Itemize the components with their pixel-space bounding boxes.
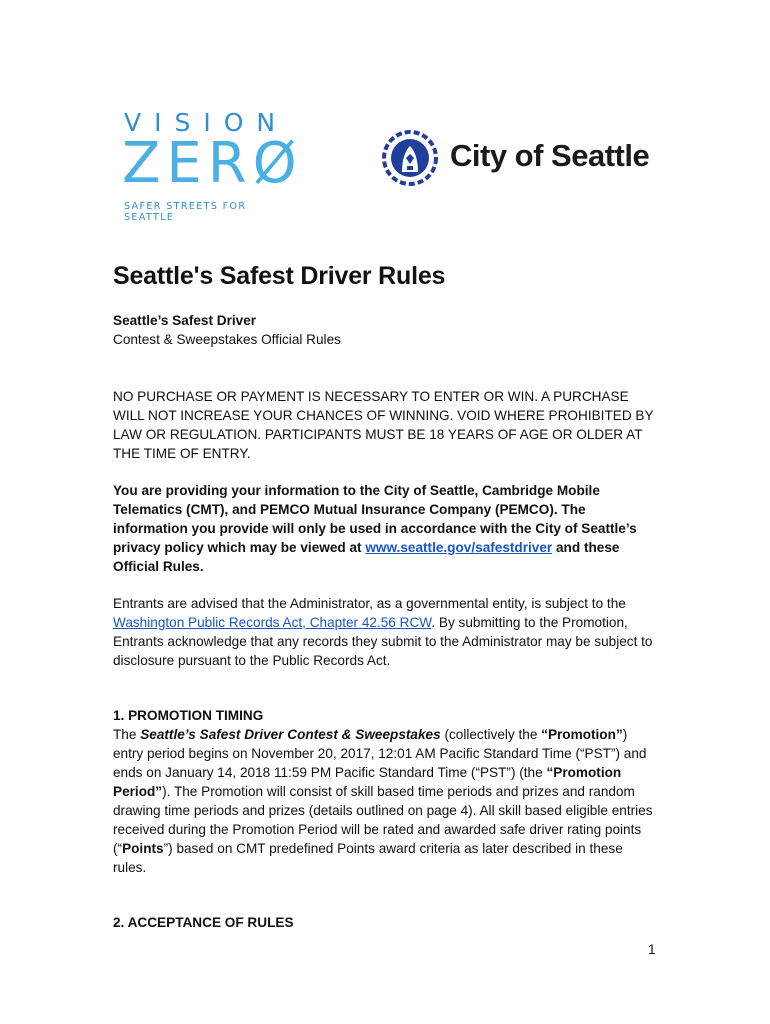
subtitle-bold: Seattle’s Safest Driver <box>113 313 257 328</box>
section-1-text: ). The Promotion will consist of skill based time periods and prizes and random drawing time periods and prizes (details outlined on page 4). All skill based eligible entries received during the Promotion Period will be rated and awarded safe driver rating points (“ <box>113 784 653 856</box>
privacy-text-pre: You are providing your information to the City of Seattle, Cambridge Mobile Telematics (CMT), and PEMCO Mutual Insurance Company (PEMCO). The information you provide will only be used in accordance with the City of Seattle’s privacy policy which may be viewed at <box>113 483 637 555</box>
vision-zero-line2: ZERØ <box>122 131 303 196</box>
section-1-heading: 1. PROMOTION TIMING <box>113 708 264 723</box>
records-text-post: . By submitting to the Promotion, Entrants acknowledge that any records they submit to the Administrator may be subject to disclosure pursuant to the Public Records Act. <box>113 615 653 668</box>
promotion-period-term: “Promotion Period” <box>113 765 622 799</box>
privacy-text-post: and these Official Rules. <box>113 540 620 574</box>
city-of-seattle-logo <box>380 128 670 188</box>
promotion-name: Seattle’s Safest Driver Contest & Sweepstakes <box>140 727 441 742</box>
points-term: Points <box>122 841 164 856</box>
section-1-text: (collectively the <box>440 727 542 742</box>
records-text-pre: Entrants are advised that the Administrator, as a governmental entity, is subject to the <box>113 596 626 611</box>
section-2-heading: 2. ACCEPTANCE OF RULES <box>113 915 294 930</box>
privacy-policy-link[interactable]: www.seattle.gov/safestdriver <box>365 540 553 555</box>
section-1-paragraph <box>113 725 658 877</box>
page-number: 1 <box>648 942 656 957</box>
section-1-text: The <box>113 727 141 742</box>
vision-zero-line1: VISION <box>124 108 289 137</box>
section-1-text: ”) based on CMT predefined Points award criteria as later described in these rules. <box>113 841 623 875</box>
section-1-text: ) entry period begins on November 20, 2017, 12:01 AM Pacific Standard Time (“PST”) and ends on January 14, 2018 11:59 PM Pacific Standard Time (“PST”) (the <box>113 727 647 780</box>
notice-paragraph: NO PURCHASE OR PAYMENT IS NECESSARY TO ENTER OR WIN. A PURCHASE WILL NOT INCREASE YOUR CHANCES OF WINNING. VOID WHERE PROHIBITED BY LAW OR REGULATION. PARTICIPANTS MUST BE 18 YEARS OF AGE OR OLDER AT THE TIME OF ENTRY. <box>113 389 654 461</box>
promotion-term: “Promotion” <box>541 727 623 742</box>
records-paragraph <box>113 594 658 670</box>
city-of-seattle-wordmark: City of Seattle <box>450 138 650 173</box>
vision-zero-tagline: SAFER STREETS FOR SEATTLE <box>124 201 247 223</box>
page-title: Seattle's Safest Driver Rules <box>113 262 446 290</box>
vision-zero-logo <box>118 108 303 223</box>
privacy-paragraph <box>113 481 658 576</box>
public-records-act-link[interactable]: Washington Public Records Act, Chapter 42.56 RCW <box>113 615 432 630</box>
document-body <box>113 262 658 932</box>
city-seal-icon <box>380 128 440 188</box>
subtitle: Contest & Sweepstakes Official Rules <box>113 332 341 347</box>
